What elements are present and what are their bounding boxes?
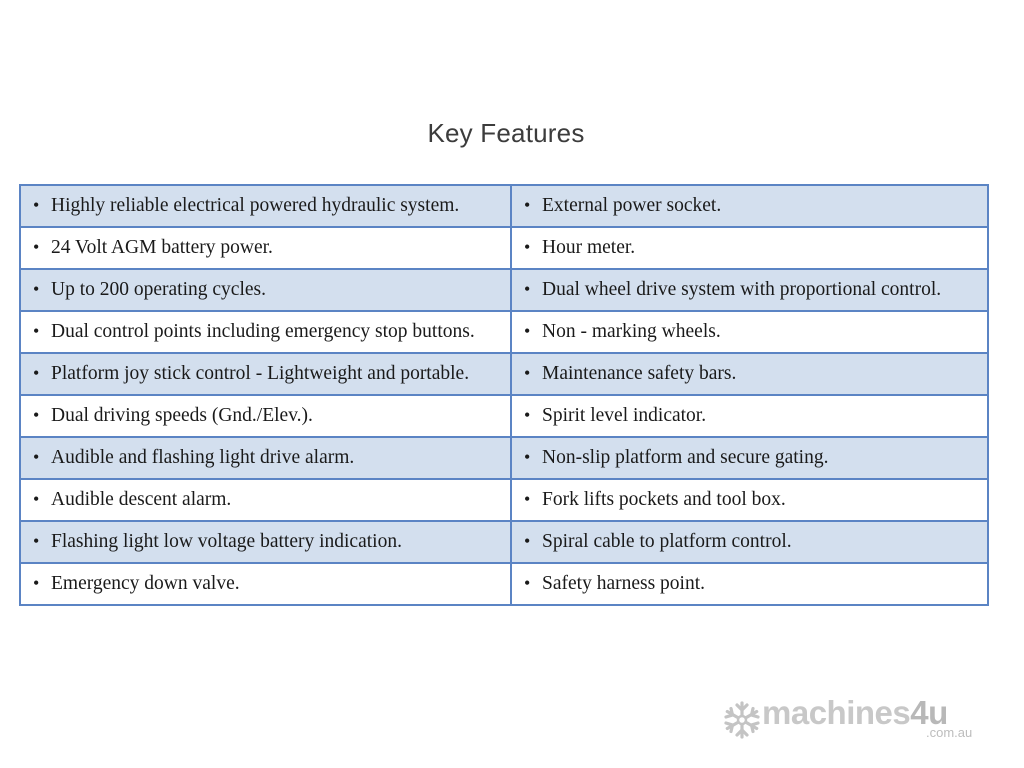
table-row [20,437,988,479]
feature-text: Dual control points including emergency stop buttons. [51,321,475,342]
watermark-brand [762,694,948,732]
bullet-icon: • [524,279,531,299]
feature-text: Up to 200 operating cycles. [51,279,266,300]
feature-text: External power socket. [542,195,722,216]
feature-text: Maintenance safety bars. [542,363,737,384]
feature-text: Highly reliable electrical powered hydraulic system. [51,195,460,216]
feature-text: Flashing light low voltage battery indication. [51,531,402,552]
snowflake-gear-icon [722,700,762,740]
feature-cell-right [511,521,988,563]
feature-cell-left [20,479,511,521]
feature-cell-left [20,437,511,479]
feature-cell-right [511,563,988,605]
table-row [20,563,988,605]
feature-text: Dual driving speeds (Gnd./Elev.). [51,405,313,426]
feature-text: Audible and flashing light drive alarm. [51,447,355,468]
bullet-icon: • [524,363,531,383]
bullet-icon: • [33,237,40,257]
bullet-icon: • [33,279,40,299]
bullet-icon: • [524,321,531,341]
table-row [20,395,988,437]
feature-cell-right [511,437,988,479]
feature-cell-left [20,227,511,269]
feature-cell-right [511,269,988,311]
table-row [20,353,988,395]
feature-cell-left [20,395,511,437]
table-row [20,479,988,521]
bullet-icon: • [524,405,531,425]
bullet-icon: • [524,237,531,257]
feature-text: Audible descent alarm. [51,489,232,510]
feature-text: 24 Volt AGM battery power. [51,237,273,258]
watermark-domain: .com.au [926,725,973,740]
table-row [20,227,988,269]
feature-cell-left [20,353,511,395]
feature-cell-left [20,563,511,605]
watermark-brand-suffix: 4u [910,694,948,731]
table-row [20,185,988,227]
page-title: Key Features [427,118,585,148]
bullet-icon: • [33,321,40,341]
feature-text: Dual wheel drive system with proportional control. [542,279,942,300]
feature-cell-left [20,269,511,311]
table-row [20,521,988,563]
feature-text: Emergency down valve. [51,573,240,594]
key-features-table [19,184,989,606]
bullet-icon: • [33,405,40,425]
feature-cell-right [511,311,988,353]
table-row [20,269,988,311]
feature-cell-left [20,185,511,227]
table-row [20,311,988,353]
feature-cell-right [511,227,988,269]
feature-cell-right [511,353,988,395]
bullet-icon: • [524,489,531,509]
feature-text: Non-slip platform and secure gating. [542,447,829,468]
bullet-icon: • [33,489,40,509]
bullet-icon: • [33,363,40,383]
feature-cell-right [511,395,988,437]
bullet-icon: • [524,447,531,467]
bullet-icon: • [33,531,40,551]
feature-cell-left [20,311,511,353]
bullet-icon: • [524,195,531,215]
feature-text: Safety harness point. [542,573,706,594]
bullet-icon: • [524,573,531,593]
bullet-icon: • [524,531,531,551]
feature-cell-right [511,185,988,227]
feature-text: Spirit level indicator. [542,405,707,426]
bullet-icon: • [33,573,40,593]
feature-cell-right [511,479,988,521]
machines4u-watermark [722,696,992,746]
feature-text: Hour meter. [542,237,636,258]
bullet-icon: • [33,195,40,215]
feature-text: Spiral cable to platform control. [542,531,792,552]
key-features-table-body [20,185,988,605]
feature-text: Non - marking wheels. [542,321,721,342]
feature-cell-left [20,521,511,563]
feature-text: Fork lifts pockets and tool box. [542,489,786,510]
bullet-icon: • [33,447,40,467]
feature-text: Platform joy stick control - Lightweight and portable. [51,363,470,384]
watermark-brand-main: machines [762,694,911,731]
